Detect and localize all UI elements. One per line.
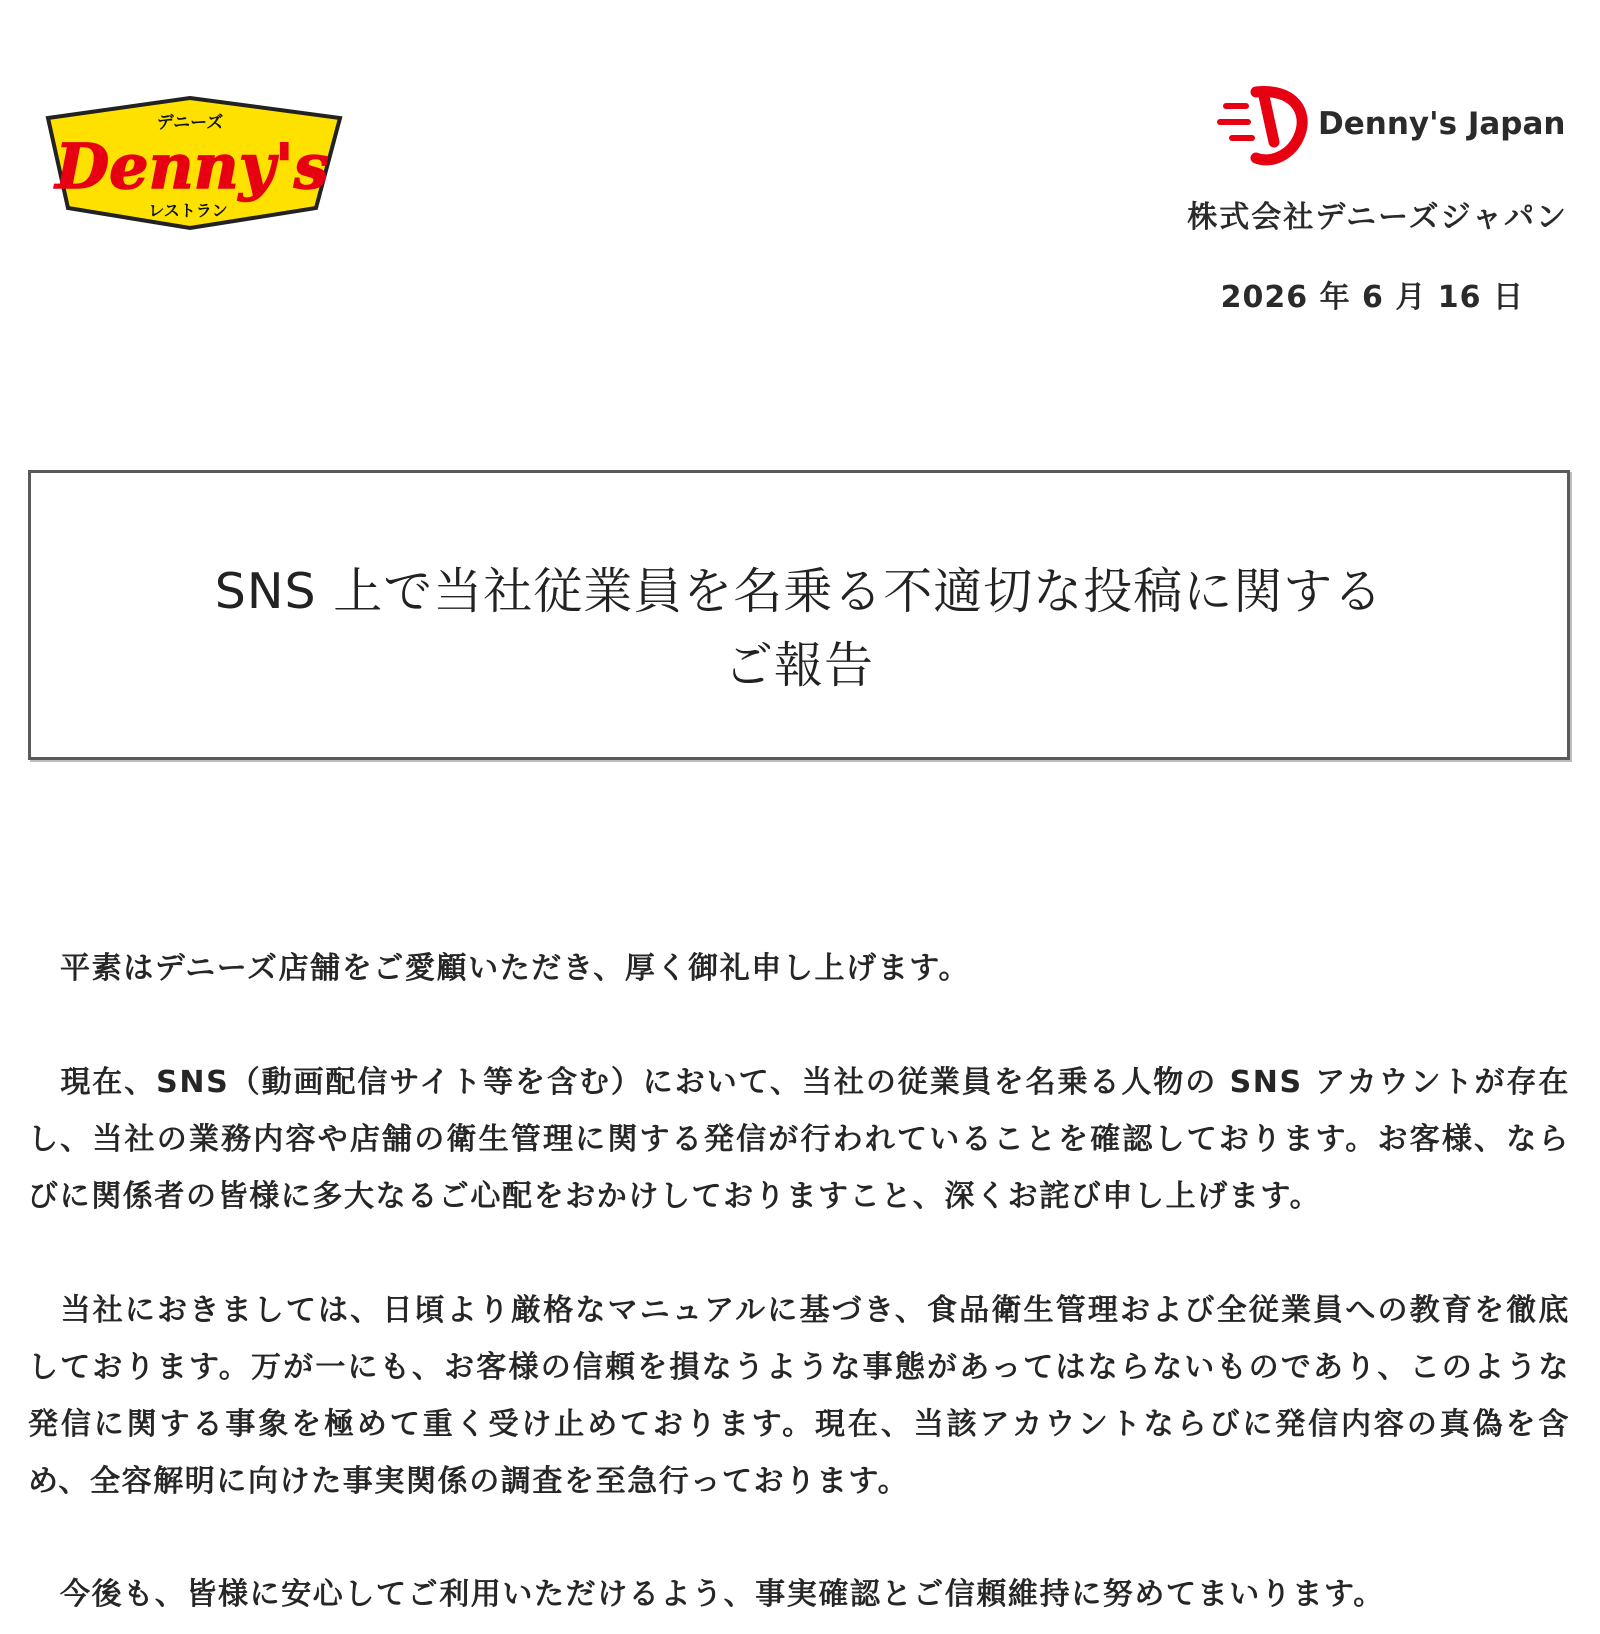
dennys-japan-logo [1216,82,1566,172]
body-paragraph [28,1282,1570,1510]
body-paragraph [28,1566,1570,1623]
body-paragraph [28,940,1570,997]
title-box [28,470,1570,760]
company-name: 株式会社デニーズジャパン [1187,200,1568,235]
paragraph-text: 平素はデニーズ店舗をご愛顧いただき、厚く御礼申し上げます。 [60,951,971,986]
issue-date: 2026 年 6 月 16 日 [1220,280,1524,315]
dennys-japan-mark-icon [1216,82,1312,170]
title-line-2: ご報告 [723,637,874,694]
body-paragraph [28,1054,1570,1225]
logo-kana-bottom: レストラン [148,201,228,220]
paragraph-text: 今後も、皆様に安心してご利用いただけるよう、事実確認とご信頼維持に努めてまいります。 [60,1577,1385,1612]
paragraph-text: 現在、SNS（動画配信サイト等を含む）において、当社の従業員を名乗る人物の SNS アカウントが存在し、当社の業務内容や店舗の衛生管理に関する発信が行われていることを確認しております。お客様、ならびに関係者の皆様に多大なるご心配をおかけしておりますこと、深くお詫び申し上げます。 [28,1065,1570,1214]
title-line-1: SNS 上で当社従業員を名乗る不適切な投稿に関する [214,563,1384,620]
logo-wordmark: Denny's [55,130,329,203]
dennys-restaurant-logo [40,96,352,236]
corporate-wordmark: Denny's Japan [1318,106,1566,142]
logo-kana-top: デニーズ [156,113,224,133]
paragraph-text: 当社におきましては、日頃より厳格なマニュアルに基づき、食品衛生管理および全従業員への教育を徹底しております。万が一にも、お客様の信頼を損なうような事態があってはならないものであり、このような発信に関する事象を極めて重く受け止めております。現在、当該アカウントならびに発信内容の真偽を含め、全容解明に向けた事実関係の調査を至急行っております。 [28,1293,1570,1499]
